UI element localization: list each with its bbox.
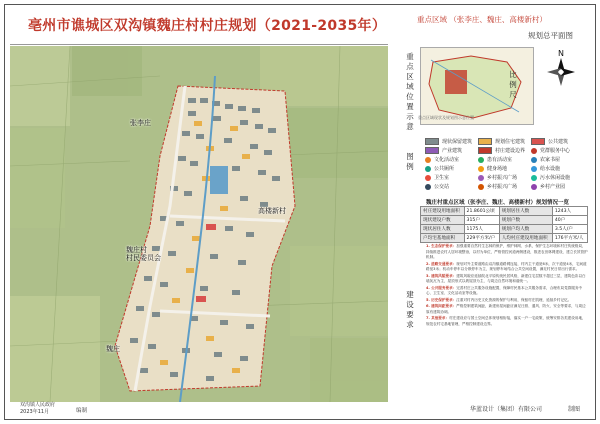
table-cell: 规划居住人数	[499, 207, 552, 216]
svg-text:N: N	[558, 49, 564, 58]
requirement-text: 加强重要自然村生态林的保护，维护林网、水系，保护生态环境和村庄传统格局，持续推进农村人居环境整治，以村为单位，严格管控河道两侧建设，推进农田林网建设，建立长效管护机制。	[426, 244, 588, 259]
footer-drawing: 制图	[567, 406, 580, 413]
map-svg	[10, 46, 388, 402]
keymap-caption: 重点区域现状及规划图示意位置	[418, 115, 474, 120]
footer-date: 2023年11月	[20, 409, 50, 415]
legend-icon	[478, 157, 484, 163]
legend-label: 乡村产业园	[540, 184, 566, 190]
legend-label: 污水休闲设施	[540, 175, 571, 181]
legend-label: 公交站	[434, 184, 450, 190]
label-weizhuang: 魏庄	[106, 345, 120, 353]
legend-swatch	[531, 138, 545, 145]
table-row	[421, 225, 588, 234]
legend-icon	[425, 184, 431, 190]
legend-icon	[478, 184, 484, 190]
legend-item	[425, 138, 472, 145]
table-cell: 户均宅基地面积	[421, 234, 465, 243]
label-weizhuang-center: 魏庄村 村民委员会	[126, 246, 161, 262]
legend-swatch	[478, 147, 492, 154]
legend-item	[531, 174, 570, 181]
master-plan-map[interactable]	[10, 46, 388, 402]
legend-heading: 图例	[406, 152, 414, 171]
requirement-text: 规划对外主要道路由双沟镇道路网连接，村内主干道宽6米，次干道宽4米，宅间道路宽3米；机动车停车以分散停车为主，规划停车场结合公共空间设置，满足村民日常出行需求。	[426, 261, 587, 271]
table-cell: 40户	[552, 216, 587, 225]
table-row	[421, 207, 588, 216]
table-cell: 村庄建设用地面积	[421, 207, 465, 216]
requirement-item	[426, 304, 588, 315]
requirement-item	[426, 286, 588, 297]
legend-icon	[478, 166, 484, 172]
village-pond	[210, 166, 228, 194]
requirement-item	[426, 244, 588, 261]
legend-icon	[531, 157, 537, 163]
requirement-item	[426, 298, 588, 304]
legend-item	[425, 156, 459, 163]
stats-table-title: 魏庄村重点区域（张李庄、魏庄、高楼新村）规划情况一览	[426, 200, 570, 206]
requirement-text: 注重对村内历史文化资源的保护与利用，保留村庄肌理，延续乡村记忆。	[456, 297, 572, 302]
legend-label: 农家书屋	[540, 157, 561, 163]
compass-icon	[536, 47, 586, 97]
requirement-num: 3. 建筑风貌要求：	[426, 273, 457, 278]
legend-icon	[425, 175, 431, 181]
legend-icon	[531, 148, 537, 154]
legend-item	[531, 147, 570, 154]
legend-item	[531, 156, 560, 163]
title-divider	[10, 44, 388, 45]
requirement-num: 5. 历史保护要求：	[426, 297, 457, 302]
table-cell: 229平方米/户	[464, 234, 499, 243]
legend-icon	[531, 175, 537, 181]
requirement-item	[426, 262, 588, 273]
footer-prep: 编制	[76, 408, 88, 414]
legend-icon	[478, 175, 484, 181]
legend-icon	[425, 166, 431, 172]
legend-item	[478, 147, 525, 154]
requirements-text	[426, 244, 588, 328]
legend-label: 规划住宅建筑	[495, 139, 526, 145]
legend-icon	[531, 184, 537, 190]
legend-label: 现状保留建筑	[442, 139, 473, 145]
table-cell: 人均村庄建设用地面积	[499, 234, 552, 243]
legend-swatch	[425, 147, 439, 154]
legend-item	[478, 174, 517, 181]
legend-label: 给水设施	[540, 166, 561, 172]
table-cell: 规划户均人数	[499, 225, 552, 234]
plan-title: 亳州市谯城区双沟镇魏庄村村庄规划（2021-2035年）	[28, 18, 387, 34]
legend-item	[425, 183, 449, 190]
label-gaolou: 高楼新村	[258, 207, 286, 215]
legend-item	[425, 165, 454, 172]
north-arrow	[536, 47, 586, 105]
requirement-text: 完善村庄公共服务设施配置，保障村民基本公共服务需求，合理布局党群服务中心、卫生室、文化活动室等设施。	[426, 285, 583, 295]
legend-label: 乡村振兴广场	[487, 184, 518, 190]
location-heading: 重点区域位置示意	[406, 52, 414, 131]
requirement-text: 建筑风貌应延续皖北平原传统民居风格，新建住宅层数不超过三层，建筑色彩以白墙灰瓦为主，屋顶形式以坡屋顶为主，与周边自然环境和谐统一。	[426, 273, 586, 283]
footer-company	[470, 404, 580, 413]
footer-gov	[20, 402, 55, 416]
legend-label: 卫生室	[434, 175, 450, 181]
legend-label: 健身场地	[487, 166, 508, 172]
focus-area-heading: 重点区域 （张李庄、魏庄、高楼新村）	[417, 15, 547, 24]
legend-item	[531, 138, 568, 145]
legend-item	[478, 165, 507, 172]
legend-label: 公共厕所	[434, 166, 455, 172]
legend-item	[478, 183, 517, 190]
legend-label: 产业建筑	[442, 148, 463, 154]
legend-label: 乡村振兴广场	[487, 175, 518, 181]
table-cell: 3.5人/户	[552, 225, 587, 234]
requirement-num: 4. 公共服务要求：	[426, 285, 457, 290]
requirement-text: 严格控制建筑间距，新建房屋间距应满足日照、通风、防火、安全等要求，与周边原有建筑协调。	[426, 304, 586, 314]
legend-item	[425, 147, 462, 154]
requirement-num: 2. 道路交通要求：	[426, 261, 457, 266]
footer-company-name: 华蓝设计（集团）有限公司	[470, 406, 543, 413]
sheet-name: 规划总平面图	[528, 31, 573, 40]
legend-item	[531, 183, 565, 190]
legend-icon	[425, 157, 431, 163]
legend-label: 党群服务中心	[540, 148, 571, 154]
legend-label: 文化活动室	[434, 157, 460, 163]
scale-heading: 比例尺	[509, 70, 517, 99]
table-cell: 现状居住人数	[421, 225, 465, 234]
table-cell: 315户	[464, 216, 499, 225]
legend-label: 村庄建设边界	[495, 148, 526, 154]
requirement-num: 1. 生态保护要求：	[426, 244, 457, 248]
table-cell: 1243人	[552, 207, 587, 216]
label-zhangli: 张李庄	[130, 119, 151, 127]
requirement-item	[426, 274, 588, 285]
table-cell: 21.8601公顷	[464, 207, 499, 216]
legend-item	[478, 138, 525, 145]
legend-label: 患有活动室	[487, 157, 513, 163]
table-row	[421, 234, 588, 243]
legend-swatch	[478, 138, 492, 145]
stats-table	[420, 206, 588, 243]
legend-item	[531, 165, 560, 172]
table-cell: 现状建设户数	[421, 216, 465, 225]
legend-icon	[531, 166, 537, 172]
legend-swatch	[425, 138, 439, 145]
footer-gov-name: 双沟镇人民政府	[20, 402, 56, 408]
table-cell: 1175人	[464, 225, 499, 234]
requirement-num: 7. 其他要求：	[426, 316, 450, 320]
table-row	[421, 216, 588, 225]
legend-label: 公共建筑	[548, 139, 569, 145]
requirement-num: 6. 建筑间距要求：	[426, 304, 457, 308]
legend-item	[478, 156, 512, 163]
requirement-text: 村庄建设应与国土空间总体规划相衔接，落实一户一宅政策，统筹安排各类建设用地，规范农村宅基地管理，严格控制建设边界。	[426, 316, 586, 326]
table-cell: 176平方米/人	[552, 234, 587, 243]
requirement-item	[426, 316, 588, 327]
table-cell: 规划户数	[499, 216, 552, 225]
requirements-heading: 建设要求	[406, 290, 414, 329]
legend-item	[425, 174, 449, 181]
